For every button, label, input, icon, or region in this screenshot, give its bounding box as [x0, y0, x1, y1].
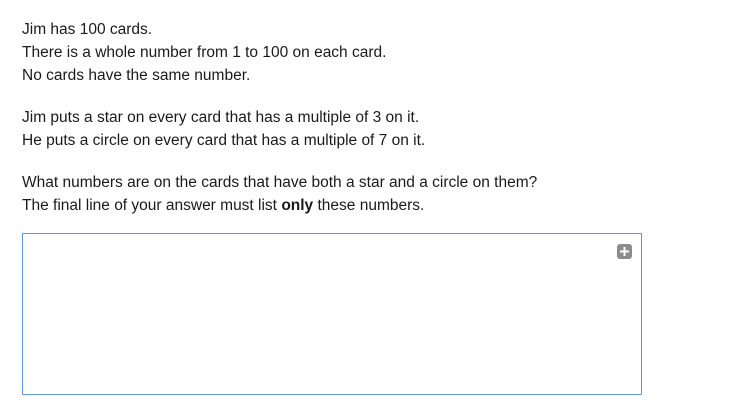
question-line: No cards have the same number. — [22, 67, 251, 84]
final-line-after: these numbers. — [313, 197, 425, 214]
question-line: He puts a circle on every card that has a multiple of 7 on it. — [22, 132, 426, 149]
expand-icon[interactable] — [617, 244, 632, 259]
final-line-before: The final line of your answer must list — [22, 197, 282, 214]
question-paragraph-3 — [22, 171, 718, 217]
answer-area — [22, 233, 642, 395]
question-line: What numbers are on the cards that have both a star and a circle on them? — [22, 174, 538, 191]
question-paragraph-1 — [22, 18, 718, 87]
plus-icon — [619, 246, 630, 257]
answer-input[interactable] — [22, 233, 642, 395]
final-line-emphasis: only — [281, 197, 314, 214]
question-line: Jim has 100 cards. — [22, 21, 153, 38]
question-paragraph-2 — [22, 106, 718, 152]
question-text — [22, 18, 718, 217]
question-line: There is a whole number from 1 to 100 on each card. — [22, 44, 387, 61]
question-line: Jim puts a star on every card that has a multiple of 3 on it. — [22, 109, 420, 126]
question-final-line — [22, 194, 718, 217]
